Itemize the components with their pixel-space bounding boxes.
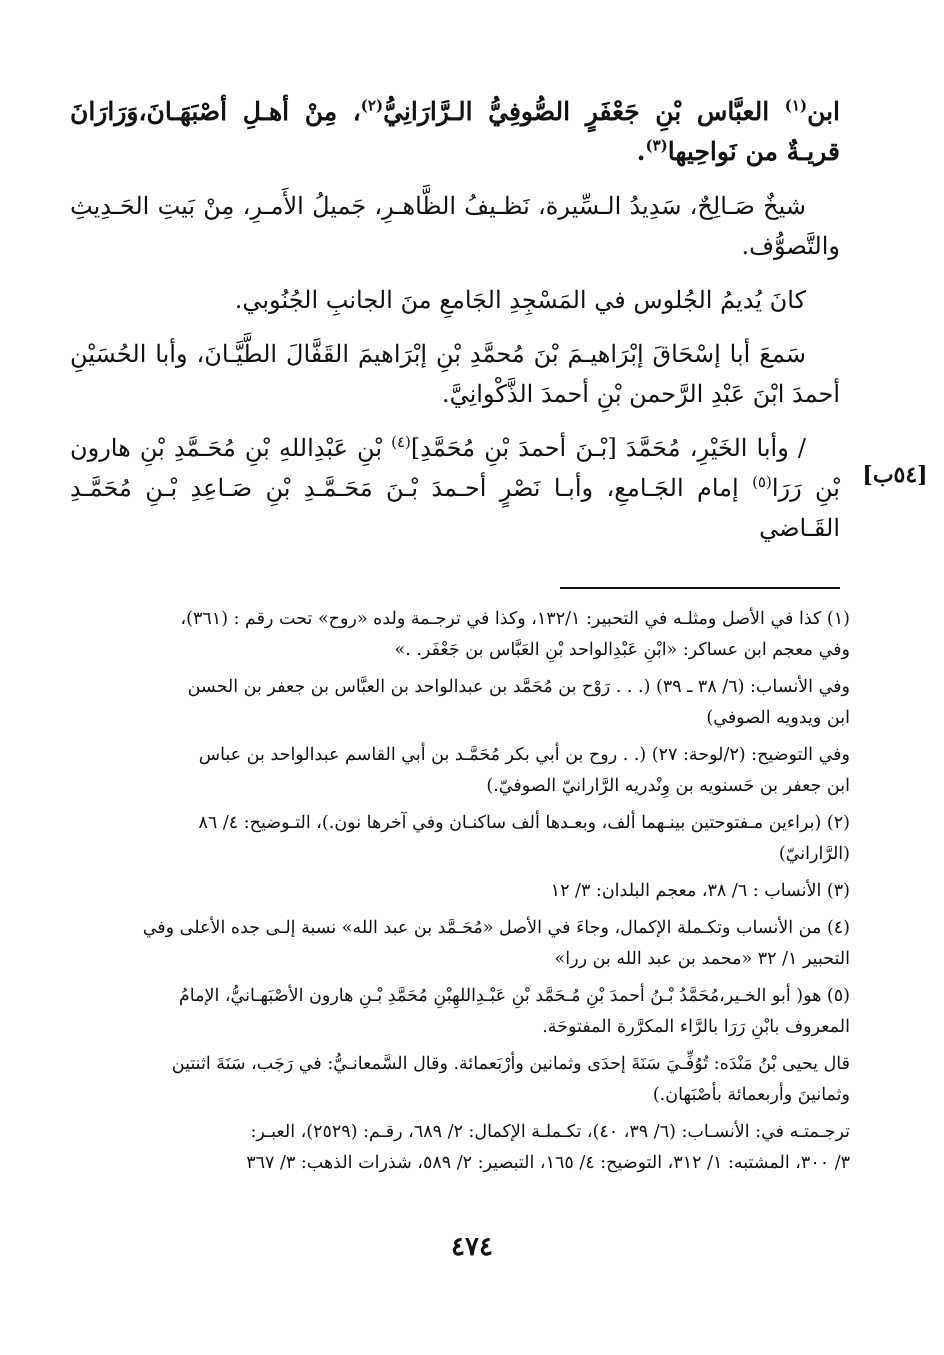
footnote-1: (١) كذا في الأصل ومثلـه في التحبير: ١٣٢/١، وكذا في ترجـمة ولده «روح» تحت رقم : (٣٦١)، وفي معجم ابن عساكر: «ابْنِ عَبْدِالواحد بْنِ العَبَّاس بن جَعْفَر. .» [180,609,850,660]
footnote-ref-2[interactable]: (٢) [360,96,384,115]
footnote-2: (٢) (براءين مـفتوحتين بينـهما ألف، وبعـدها ألف ساكنـان وفي آخرها نون.)، التـوضيح: ٤/ ٨٦ (الرَّارانيّ) [198,813,850,864]
footnote-ref-1[interactable]: (١) [784,96,808,115]
paragraph-teachers-continued [70,428,840,548]
footnote-4: (٤) من الأنساب وتكـملة الإكمال، وجاءَ في الأصل «مُحَـمَّد بن عبد الله» نسبة إلـى جده الأعلى وفي التحبير ١/ ٣٢ «محمد بن عبد الله بن ررا» [142,918,850,969]
footnote-5: (٥) هو( أبو الخـير،مُحَمَّدُ بْـنُ أحمدَ بْنِ مُـحَمَّد بْنِ عَبْـدِاللهِبْنِ مُحَمَّدِ بْـنِ هارون الأصْبَهـانيُّ، الإمامُ المعروف بابْنِ رَرَا بالرَّاء المكرَّرة المفتوحَة. [178,986,850,1037]
heading-text-2: العبَّاس بْنِ جَعْفَرٍ الصُّوفِيُّ الـرَّارَانِيُّ [383,97,785,126]
biography-heading [70,92,840,172]
footnote-1-tawdih: وفي التوضيح: (٢/لوحة: ٢٧) (. . روح بن أبي بكر مُحَمَّـد بن أبي القاسم عبدالواحد بن عباس ابن جعفر بن حَسنويه بن وِنْدريه الرَّارانيّ الصوفيّ.) [198,745,850,796]
page-number: ٤٧٤ [451,1232,493,1262]
heading-text-1: ابن [807,97,840,126]
teachers-text-3: إمام الجَـامعِ، وأبـا نَصْرٍ أحـمدَ بْـنَ مَحَـمَّـدِ بْنِ صَـاعِدِ بْـنِ مُحَمَّـدِ القَـاضي [70,474,840,542]
heading-text-4: . [636,137,646,166]
footnote-ref-3[interactable]: (٣) [645,136,668,155]
heading-text-3: ، مِنْ أهـلِ أصْبَهَـانَ،وَرَارَانَ قريـةٌ من نَواحِيها [70,97,840,166]
teachers-text-2: بْنِ عَبْدِاللهِ بْنِ مُحَـمَّدِ بْنِ هارون بْنِ رَرَا [70,434,840,502]
paragraph-description: شيخٌ صَـالِحٌ، سَدِيدُ الـسِّيرة، نَظـيفُ الظَّاهـرِ، جَميلُ الأَمـرِ، مِنْ بَيتِ الحَـدِيثِ والتَّصوُّف. [70,192,840,260]
footnote-ref-5[interactable]: (٥) [752,473,772,491]
footnote-5-death: قال يحيى بْنُ مَنْدَه: تُوُفِّـيَ سَنَةَ إحدَى وثمانين وأرْبَعمائة. وقال السَّمعانـيُّ: في رَجَب، سَنَةَ اثنتين وثمانينَ وأربعمائة بأصْبَهان.) [171,1054,850,1105]
footnote-5-sources: ترجـمتـه في: الأنسـاب: (٦/ ٣٩، ٤٠)، تكـملـة الإكمال: ٢/ ٦٨٩، رقـم: (٢٥٢٩)، العبـر: ٣/ ٣٠٠، المشتبه: ١/ ٣١٢، التوضيح: ٤/ ١٦٥، التبصير: ٢/ ٥٨٩، شذرات الذهب: ٣/ ٣٦٧ [246,1122,850,1173]
footnote-3: (٣) الأنساب : ٦/ ٣٨، معجم البلدان: ٣/ ١٢ [550,881,850,901]
teachers-text-1: / وأبا الخَيْرِ، مُحَمَّدَ [بْـنَ أحمدَ بْنِ مُحَمَّدِ] [410,434,806,462]
footnote-ref-4[interactable]: (٤) [391,433,411,451]
manuscript-folio-marker: [٥٤ب] [862,462,928,488]
footnote-divider [560,587,840,589]
footnotes-section [70,604,850,1185]
footnote-1-ansab: وفي الأنساب: (٦/ ٣٨ ـ ٣٩) (. . . رَوْح بن مُحَمَّد بن عبدالواحد بن العبَّاس بن جعفر بن الحسن ابن ويدويه الصوفي) [187,677,850,728]
paragraph-mosque: كانَ يُديمُ الجُلوس في المَسْجِدِ الجَامعِ منَ الجانبِ الجُنُوبي. [234,286,806,314]
main-text [70,92,840,562]
paragraph-teachers: سَمعَ أبا إسْحَاقَ إبْرَاهيـمَ بْنَ مُحمَّدِ بْنِ إبْرَاهيمَ القَفَّالَ الطَّيَّـانَ، وأبا الحُسَيْنِ أحمدَ ابْنَ عَبْدِ الرَّحمن بْنِ أحمدَ الذَّكْوانِيَّ. [70,340,840,408]
